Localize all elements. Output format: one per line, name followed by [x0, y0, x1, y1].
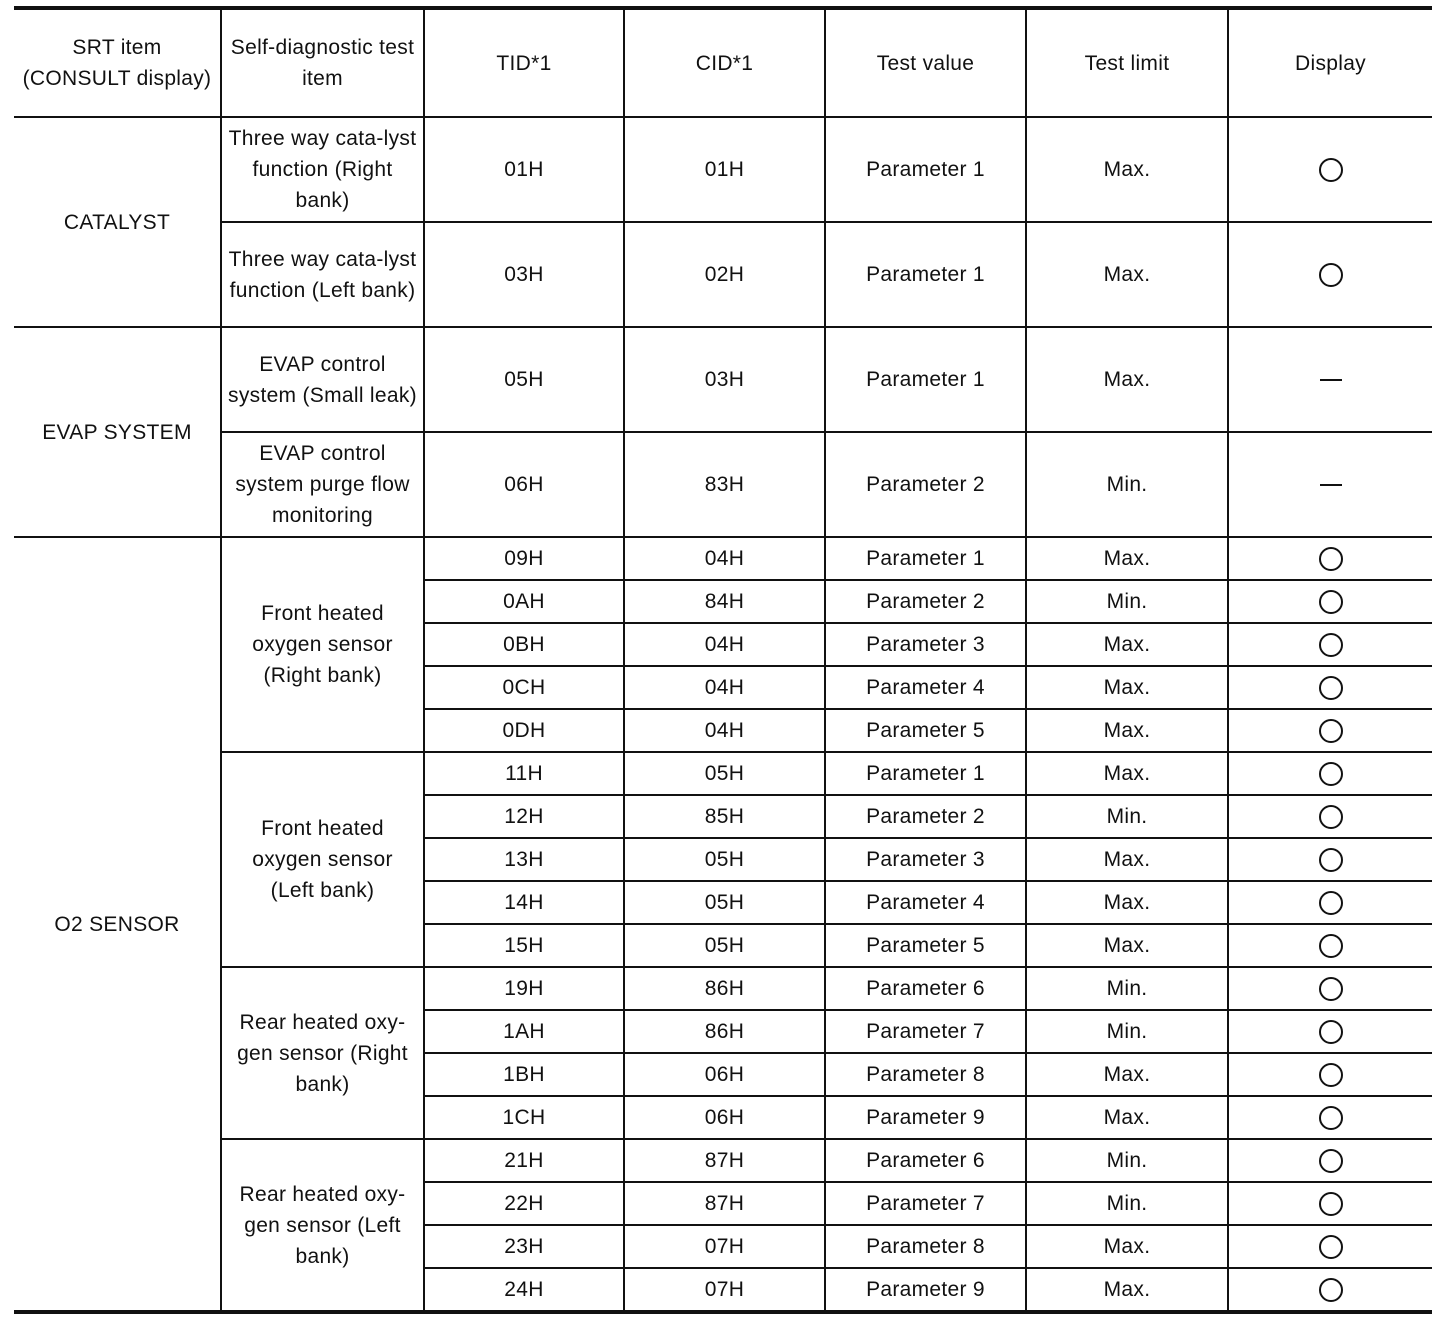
test-limit-cell: Max. — [1026, 623, 1228, 666]
test-limit-cell: Min. — [1026, 1139, 1228, 1182]
circle-icon — [1319, 934, 1343, 958]
display-cell — [1228, 967, 1432, 1010]
test-value-cell: Parameter 2 — [825, 432, 1026, 537]
test-limit-cell: Max. — [1026, 752, 1228, 795]
cid-cell: 87H — [624, 1182, 825, 1225]
test-value-cell: Parameter 7 — [825, 1010, 1026, 1053]
header-cid: CID*1 — [624, 8, 825, 117]
header-test-limit: Test limit — [1026, 8, 1228, 117]
display-cell — [1228, 222, 1432, 327]
test-limit-cell: Max. — [1026, 117, 1228, 222]
test-item-catalyst-left: Three way cata-lyst function (Left bank) — [221, 222, 424, 327]
test-value-cell: Parameter 8 — [825, 1053, 1026, 1096]
tid-cell: 09H — [424, 537, 624, 580]
test-limit-cell: Max. — [1026, 1053, 1228, 1096]
table-row — [14, 967, 1432, 1010]
display-cell — [1228, 623, 1432, 666]
header-row — [14, 8, 1432, 117]
display-cell — [1228, 924, 1432, 967]
test-value-cell: Parameter 2 — [825, 580, 1026, 623]
circle-icon — [1319, 1063, 1343, 1087]
tid-cell: 11H — [424, 752, 624, 795]
test-limit-cell: Max. — [1026, 1225, 1228, 1268]
dash-icon — [1320, 379, 1342, 381]
tid-cell: 1BH — [424, 1053, 624, 1096]
test-value-cell: Parameter 6 — [825, 967, 1026, 1010]
circle-icon — [1319, 1149, 1343, 1173]
tid-cell: 15H — [424, 924, 624, 967]
cid-cell: 86H — [624, 1010, 825, 1053]
display-cell — [1228, 1139, 1432, 1182]
cid-cell: 87H — [624, 1139, 825, 1182]
test-limit-cell: Max. — [1026, 1096, 1228, 1139]
table-row — [14, 537, 1432, 580]
test-value-cell: Parameter 5 — [825, 924, 1026, 967]
display-cell — [1228, 1010, 1432, 1053]
display-cell — [1228, 432, 1432, 537]
circle-icon — [1319, 848, 1343, 872]
tid-cell: 06H — [424, 432, 624, 537]
test-limit-cell: Min. — [1026, 967, 1228, 1010]
table-row — [14, 117, 1432, 222]
tid-cell: 03H — [424, 222, 624, 327]
cid-cell: 07H — [624, 1268, 825, 1312]
cid-cell: 84H — [624, 580, 825, 623]
cid-cell: 05H — [624, 924, 825, 967]
cid-cell: 06H — [624, 1053, 825, 1096]
test-value-cell: Parameter 4 — [825, 881, 1026, 924]
test-value-cell: Parameter 9 — [825, 1268, 1026, 1312]
test-limit-cell: Max. — [1026, 537, 1228, 580]
test-value-cell: Parameter 3 — [825, 623, 1026, 666]
test-value-cell: Parameter 1 — [825, 222, 1026, 327]
circle-icon — [1319, 1278, 1343, 1302]
test-limit-cell: Min. — [1026, 795, 1228, 838]
tid-cell: 13H — [424, 838, 624, 881]
test-limit-cell: Max. — [1026, 838, 1228, 881]
tid-cell: 0AH — [424, 580, 624, 623]
circle-icon — [1319, 547, 1343, 571]
test-value-cell: Parameter 1 — [825, 117, 1026, 222]
test-value-cell: Parameter 1 — [825, 327, 1026, 432]
test-value-cell: Parameter 5 — [825, 709, 1026, 752]
test-limit-cell: Min. — [1026, 1182, 1228, 1225]
tid-cell: 24H — [424, 1268, 624, 1312]
header-self-diagnostic: Self-diagnostic test item — [221, 8, 424, 117]
tid-cell: 23H — [424, 1225, 624, 1268]
display-cell — [1228, 1053, 1432, 1096]
cid-cell: 05H — [624, 838, 825, 881]
tid-cell: 14H — [424, 881, 624, 924]
circle-icon — [1319, 762, 1343, 786]
test-item-front-o2-right: Front heated oxygen sensor (Right bank) — [221, 537, 424, 752]
table-row — [14, 752, 1432, 795]
tid-cell: 22H — [424, 1182, 624, 1225]
cid-cell: 01H — [624, 117, 825, 222]
srt-item-o2-sensor: O2 SENSOR — [14, 537, 221, 1312]
test-value-cell: Parameter 2 — [825, 795, 1026, 838]
display-cell — [1228, 666, 1432, 709]
tid-cell: 0CH — [424, 666, 624, 709]
display-cell — [1228, 881, 1432, 924]
cid-cell: 86H — [624, 967, 825, 1010]
cid-cell: 04H — [624, 709, 825, 752]
display-cell — [1228, 1182, 1432, 1225]
header-srt-item: SRT item (CONSULT display) — [14, 8, 221, 117]
test-value-cell: Parameter 9 — [825, 1096, 1026, 1139]
circle-icon — [1319, 676, 1343, 700]
cid-cell: 07H — [624, 1225, 825, 1268]
test-item-catalyst-right: Three way cata-lyst function (Right bank) — [221, 117, 424, 222]
test-value-cell: Parameter 4 — [825, 666, 1026, 709]
test-value-cell: Parameter 1 — [825, 752, 1026, 795]
cid-cell: 02H — [624, 222, 825, 327]
test-item-front-o2-left: Front heated oxygen sensor (Left bank) — [221, 752, 424, 967]
test-item-evap-small-leak: EVAP control system (Small leak) — [221, 327, 424, 432]
cid-cell: 05H — [624, 881, 825, 924]
cid-cell: 83H — [624, 432, 825, 537]
test-value-cell: Parameter 7 — [825, 1182, 1026, 1225]
test-value-cell: Parameter 1 — [825, 537, 1026, 580]
display-cell — [1228, 752, 1432, 795]
display-cell — [1228, 580, 1432, 623]
cid-cell: 04H — [624, 537, 825, 580]
table-row — [14, 432, 1432, 537]
display-cell — [1228, 117, 1432, 222]
tid-cell: 19H — [424, 967, 624, 1010]
tid-cell: 1CH — [424, 1096, 624, 1139]
display-cell — [1228, 838, 1432, 881]
tid-cell: 01H — [424, 117, 624, 222]
cid-cell: 06H — [624, 1096, 825, 1139]
display-cell — [1228, 1268, 1432, 1312]
test-limit-cell: Max. — [1026, 881, 1228, 924]
test-limit-cell: Max. — [1026, 222, 1228, 327]
test-value-cell: Parameter 8 — [825, 1225, 1026, 1268]
circle-icon — [1319, 590, 1343, 614]
table-row — [14, 222, 1432, 327]
tid-cell: 05H — [424, 327, 624, 432]
circle-icon — [1319, 633, 1343, 657]
table-row — [14, 1139, 1432, 1182]
circle-icon — [1319, 1192, 1343, 1216]
circle-icon — [1319, 1235, 1343, 1259]
circle-icon — [1319, 719, 1343, 743]
test-limit-cell: Max. — [1026, 924, 1228, 967]
srt-item-catalyst: CATALYST — [14, 117, 221, 327]
cid-cell: 03H — [624, 327, 825, 432]
header-test-value: Test value — [825, 8, 1026, 117]
test-value-cell: Parameter 3 — [825, 838, 1026, 881]
table-row — [14, 327, 1432, 432]
test-value-cell: Parameter 6 — [825, 1139, 1026, 1182]
cid-cell: 85H — [624, 795, 825, 838]
tid-cell: 12H — [424, 795, 624, 838]
test-limit-cell: Min. — [1026, 1010, 1228, 1053]
circle-icon — [1319, 1020, 1343, 1044]
test-limit-cell: Min. — [1026, 580, 1228, 623]
tid-cell: 21H — [424, 1139, 624, 1182]
display-cell — [1228, 795, 1432, 838]
circle-icon — [1319, 1106, 1343, 1130]
test-limit-cell: Max. — [1026, 709, 1228, 752]
test-item-rear-o2-right: Rear heated oxy-gen sensor (Right bank) — [221, 967, 424, 1139]
cid-cell: 04H — [624, 666, 825, 709]
circle-icon — [1319, 805, 1343, 829]
test-limit-cell: Min. — [1026, 432, 1228, 537]
header-tid: TID*1 — [424, 8, 624, 117]
test-item-rear-o2-left: Rear heated oxy-gen sensor (Left bank) — [221, 1139, 424, 1312]
srt-table — [14, 6, 1432, 1314]
test-limit-cell: Max. — [1026, 666, 1228, 709]
display-cell — [1228, 537, 1432, 580]
test-limit-cell: Max. — [1026, 1268, 1228, 1312]
display-cell — [1228, 709, 1432, 752]
dash-icon — [1320, 484, 1342, 486]
display-cell — [1228, 1096, 1432, 1139]
display-cell — [1228, 327, 1432, 432]
test-limit-cell: Max. — [1026, 327, 1228, 432]
tid-cell: 1AH — [424, 1010, 624, 1053]
circle-icon — [1319, 891, 1343, 915]
circle-icon — [1319, 158, 1343, 182]
tid-cell: 0DH — [424, 709, 624, 752]
circle-icon — [1319, 263, 1343, 287]
display-cell — [1228, 1225, 1432, 1268]
test-item-evap-purge-flow: EVAP control system purge flow monitoring — [221, 432, 424, 537]
cid-cell: 05H — [624, 752, 825, 795]
header-display: Display — [1228, 8, 1432, 117]
srt-item-evap: EVAP SYSTEM — [14, 327, 221, 537]
cid-cell: 04H — [624, 623, 825, 666]
tid-cell: 0BH — [424, 623, 624, 666]
circle-icon — [1319, 977, 1343, 1001]
